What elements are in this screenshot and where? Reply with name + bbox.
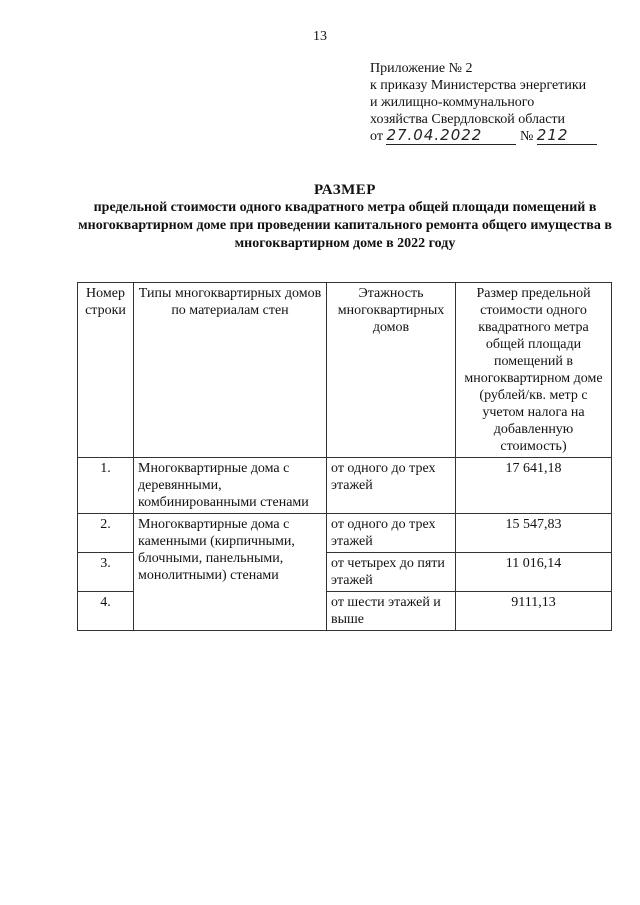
table-header-row: [78, 283, 612, 458]
appendix-line: к приказу Министерства энергетики: [370, 78, 587, 93]
appendix-line: Приложение № 2: [370, 61, 473, 76]
table-row: [78, 458, 612, 514]
cost-value: 15 547,83: [456, 514, 612, 553]
wall-type: Многоквартирные дома с деревянными, комбинированными стенами: [134, 458, 327, 514]
header-cost-limit: Размер предельной стоимости одного квадратного метра общей площади помещений в многоквартирном доме (рублей/кв. метр с учетом налога на добавленную стоимость): [456, 283, 612, 458]
handwritten-number: 212: [536, 126, 569, 144]
header-row-number: Номер строки: [78, 283, 134, 458]
cost-value: 9111,13: [456, 592, 612, 631]
number-prefix: №: [519, 129, 534, 144]
order-date-number-line: [370, 128, 632, 145]
order-number-field: [537, 128, 597, 145]
header-wall-type: Типы многоквартирных домов по материалам стен: [134, 283, 327, 458]
row-number: 2.: [78, 514, 134, 553]
page-number: 13: [313, 29, 327, 44]
cost-value: 11 016,14: [456, 553, 612, 592]
floors: от четырех до пяти этажей: [327, 553, 456, 592]
appendix-line: и жилищно-коммунального: [370, 95, 535, 110]
row-number: 1.: [78, 458, 134, 514]
cost-value: 17 641,18: [456, 458, 612, 514]
row-number: 3.: [78, 553, 134, 592]
date-prefix: от: [370, 129, 383, 144]
floors: от шести этажей и выше: [327, 592, 456, 631]
wall-type: Многоквартирные дома с каменными (кирпичными, блочными, панельными, монолитными) стенами: [134, 514, 327, 631]
floors: от одного до трех этажей: [327, 514, 456, 553]
cost-limit-table: [77, 282, 612, 631]
floors: от одного до трех этажей: [327, 458, 456, 514]
row-number: 4.: [78, 592, 134, 631]
document-title: РАЗМЕР: [314, 182, 376, 198]
appendix-block: [370, 60, 632, 145]
table-row: [78, 514, 612, 553]
header-floors: Этажность многоквартирных домов: [327, 283, 456, 458]
handwritten-date: 27.04.2022: [386, 126, 483, 144]
order-date-field: [386, 128, 516, 145]
appendix-line: хозяйства Свердловской области: [370, 112, 566, 127]
document-subtitle: предельной стоимости одного квадратного метра общей площади помещений в многоквартирном доме при проведении капитального ремонта общего имущества в многоквартирном доме в 2022 году: [78, 200, 612, 251]
